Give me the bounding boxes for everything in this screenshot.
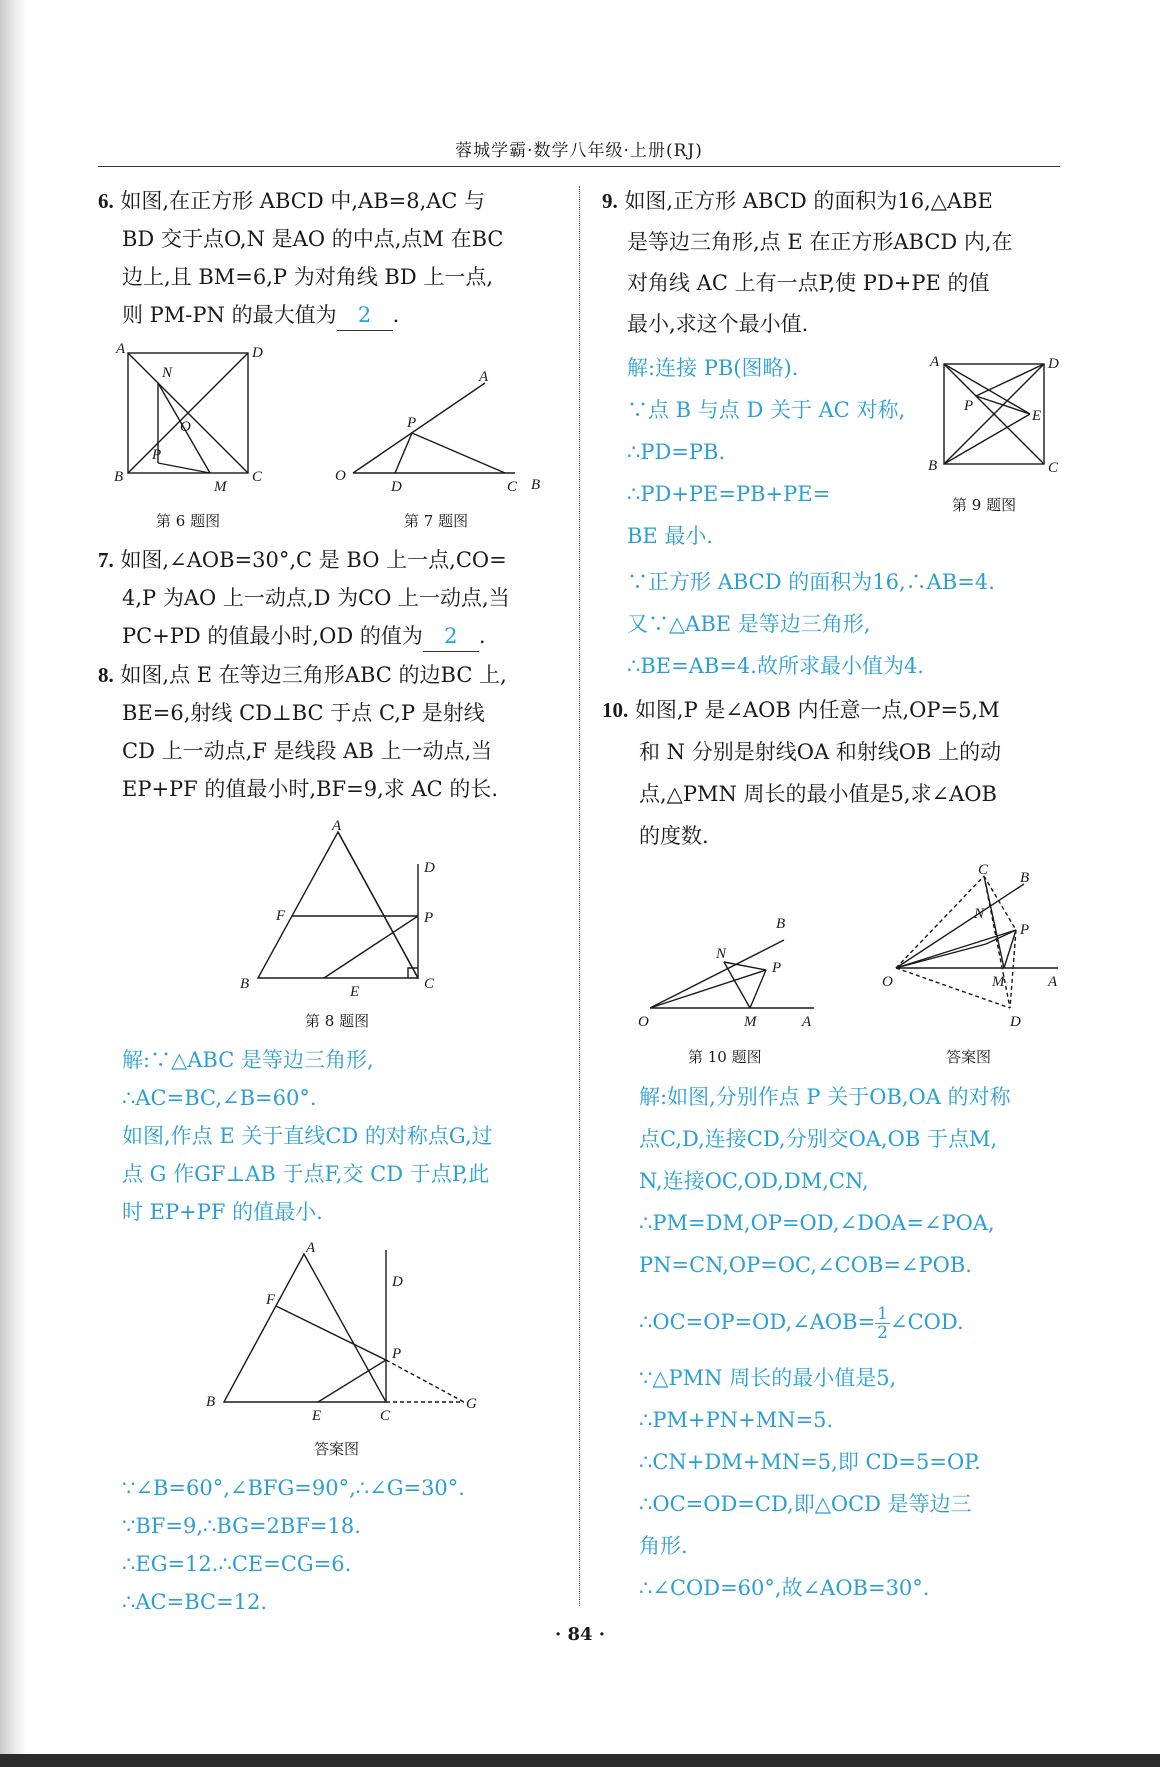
q6-line-1: 6. 如图,在正方形 ABCD 中,AB=8,AC 与 xyxy=(98,189,486,213)
fig9-label-e: E xyxy=(1032,408,1042,424)
sol9-line-6: ∵正方形 ABCD 的面积为16,∴AB=4. xyxy=(627,570,995,594)
figure-10 xyxy=(632,910,822,1030)
ans8-label-e: E xyxy=(312,1408,322,1424)
sol10-line-3: N,连接OC,OD,DM,CN, xyxy=(639,1169,869,1193)
sol9-line-3: ∴PD=PB. xyxy=(627,440,726,464)
q9-line-3: 对角线 AC 上有一点P,使 PD+PE 的值 xyxy=(627,271,990,295)
fig8-label-c: C xyxy=(424,976,435,992)
page-edge-shadow xyxy=(0,0,26,1767)
sol8-line-7: ∵BF=9,∴BG=2BF=18. xyxy=(122,1514,361,1538)
ans10-label-d: D xyxy=(1010,1014,1021,1030)
ans10-label-o: O xyxy=(882,974,893,990)
sol10-line-7: ∵△PMN 周长的最小值是5, xyxy=(639,1366,897,1390)
sol9-line-8: ∴BE=AB=4.故所求最小值为4. xyxy=(627,654,924,678)
fig7-label-p: P xyxy=(407,415,417,431)
ans10-label-n: N xyxy=(974,906,985,922)
q6-line-2: BD 交于点O,N 是AO 的中点,点M 在BC xyxy=(122,227,504,251)
fig8-label-p: P xyxy=(424,910,434,926)
figure-8 xyxy=(240,820,450,1000)
fig9-label-c: C xyxy=(1048,460,1059,476)
q6-line-3: 边上,且 BM=6,P 为对角线 BD 上一点, xyxy=(122,265,494,289)
column-divider xyxy=(579,186,580,1606)
sol10-line-4: ∴PM=DM,OP=OD,∠DOA=∠POA, xyxy=(639,1211,995,1235)
q7-line-3: PC+PD 的值最小时,OD 的值为 2 . xyxy=(122,621,486,652)
fig9-label-d: D xyxy=(1048,356,1059,372)
fig10-label-a: A xyxy=(802,1014,812,1030)
fig7-caption: 第 7 题图 xyxy=(404,512,469,530)
fig6-label-n: N xyxy=(162,365,173,381)
fig8-label-a: A xyxy=(332,818,342,834)
figure-7 xyxy=(335,365,555,495)
sol8-line-5: 时 EP+PF 的值最小. xyxy=(122,1200,323,1224)
ans10-label-b: B xyxy=(1020,870,1030,886)
ans8-label-d: D xyxy=(392,1274,403,1290)
sol10-line-11: 角形. xyxy=(639,1534,688,1558)
sol10-line-8: ∴PM+PN+MN=5. xyxy=(639,1408,834,1432)
page-number: · 84 · xyxy=(554,1624,606,1645)
q6-answer-blank: 2 xyxy=(337,300,393,331)
q9-line-4: 最小,求这个最小值. xyxy=(627,312,809,336)
q7-line-1: 7. 如图,∠AOB=30°,C 是 BO 上一点,CO= xyxy=(98,548,507,572)
q9-line-1: 9. 如图,正方形 ABCD 的面积为16,△ABE xyxy=(602,189,993,213)
sol8-line-8: ∴EG=12.∴CE=CG=6. xyxy=(122,1552,352,1576)
sol9-line-5: BE 最小. xyxy=(627,524,714,548)
fig9-label-p: P xyxy=(964,398,974,414)
fig6-label-o: O xyxy=(180,419,191,435)
sol10-line-2: 点C,D,连接CD,分别交OA,OB 于点M, xyxy=(639,1127,998,1151)
sol10-line-12: ∴∠COD=60°,故∠AOB=30°. xyxy=(639,1576,930,1600)
fig6-label-a: A xyxy=(116,341,126,357)
fig7-label-o: O xyxy=(335,468,346,484)
ans8-label-f2: F xyxy=(266,1292,276,1308)
sol10-fraction-line: ∴OC=OP=OD,∠AOB= $\frac{1}{2}$ ∠COD. xyxy=(639,1304,964,1343)
sol9-line-7: 又∵△ABE 是等边三角形, xyxy=(627,612,871,636)
fig8-label-f: F xyxy=(276,908,286,924)
fig6-caption: 第 6 题图 xyxy=(156,512,221,530)
ans10-label-p: P xyxy=(1020,922,1030,938)
bottom-bar xyxy=(0,1754,1160,1767)
ans10-label-a: A xyxy=(1048,974,1058,990)
sol10-line-1: 解:如图,分别作点 P 关于OB,OA 的对称 xyxy=(639,1085,1011,1109)
fig6-label-d: D xyxy=(252,345,263,361)
q6-line-4: 则 PM-PN 的最大值为 2 . xyxy=(122,300,399,331)
sol8-line-1: 解:∵△ABC 是等边三角形, xyxy=(122,1048,374,1072)
q8-line-1: 8. 如图,点 E 在等边三角形ABC 的边BC 上, xyxy=(98,663,507,687)
fig8-caption: 第 8 题图 xyxy=(305,1012,370,1030)
q8-line-4: EP+PF 的值最小时,BF=9,求 AC 的长. xyxy=(122,777,498,801)
figure-9 xyxy=(922,352,1067,477)
fig6-label-c: C xyxy=(252,469,263,485)
sol10-line-5: PN=CN,OP=OC,∠COB=∠POB. xyxy=(639,1253,972,1277)
sol8-line-3: 如图,作点 E 关于直线CD 的对称点G,过 xyxy=(122,1124,493,1148)
sol9-line-2: ∵点 B 与点 D 关于 AC 对称, xyxy=(627,398,906,422)
q10-line-2: 和 N 分别是射线OA 和射线OB 上的动 xyxy=(639,740,1002,764)
ans10-label-c: C xyxy=(978,862,989,878)
fig9-caption: 第 9 题图 xyxy=(952,496,1017,514)
running-header: 蓉城学霸·数学八年级·上册(RJ) xyxy=(455,141,703,161)
q10-line-3: 点,△PMN 周长的最小值是5,求∠AOB xyxy=(639,782,997,806)
figure-6 xyxy=(110,341,270,495)
fig10-label-o: O xyxy=(638,1014,649,1030)
ans8-label-c: C xyxy=(380,1408,391,1424)
fig9-label-a: A xyxy=(930,354,940,370)
sol10-line-10: ∴OC=OD=CD,即△OCD 是等边三 xyxy=(639,1492,972,1516)
ans8-label-g: G xyxy=(466,1396,477,1412)
fig7-label-a: A xyxy=(479,369,489,385)
fig7-label-b: B xyxy=(531,477,541,493)
ans8-label-p: P xyxy=(392,1346,402,1362)
fig7-label-d: D xyxy=(391,479,402,495)
ans8-label-a: A xyxy=(306,1240,316,1256)
fig8-label-b: B xyxy=(240,976,250,992)
sol9-line-4: ∴PD+PE=PB+PE= xyxy=(627,482,831,506)
fig6-label-p: P xyxy=(152,447,162,463)
q7-line-2: 4,P 为AO 上一动点,D 为CO 上一动点,当 xyxy=(122,586,510,610)
sol8-line-9: ∴AC=BC=12. xyxy=(122,1590,268,1614)
answer-figure-8 xyxy=(200,1240,490,1424)
fig9-label-b: B xyxy=(928,458,938,474)
fig10-label-n: N xyxy=(716,946,727,962)
q10-line-4: 的度数. xyxy=(639,824,709,848)
fig10-label-b: B xyxy=(776,916,786,932)
q9-line-2: 是等边三角形,点 E 在正方形ABCD 内,在 xyxy=(627,230,1013,254)
sol8-line-2: ∴AC=BC,∠B=60°. xyxy=(122,1086,317,1110)
sol9-line-1: 解:连接 PB(图略). xyxy=(627,356,799,380)
ans8-label-b: B xyxy=(206,1394,216,1410)
sol8-line-4: 点 G 作GF⊥AB 于点F,交 CD 于点P,此 xyxy=(122,1162,490,1186)
fig6-label-m: M xyxy=(214,479,227,495)
fig8-label-e: E xyxy=(350,984,360,1000)
ans8-caption: 答案图 xyxy=(314,1440,360,1458)
q7-answer-blank: 2 xyxy=(423,621,479,652)
answer-figure-10 xyxy=(882,862,1067,1030)
sol10-line-9: ∴CN+DM+MN=5,即 CD=5=OP. xyxy=(639,1450,981,1474)
fig10-caption: 第 10 题图 xyxy=(688,1048,762,1066)
ans10-caption: 答案图 xyxy=(946,1048,992,1066)
q10-line-1: 10. 如图,P 是∠AOB 内任意一点,OP=5,M xyxy=(602,698,1000,722)
fig6-label-b: B xyxy=(114,469,124,485)
fig10-label-m: M xyxy=(744,1014,757,1030)
ans10-label-m: M xyxy=(992,974,1005,990)
q8-line-3: CD 上一动点,F 是线段 AB 上一动点,当 xyxy=(122,739,493,763)
fig7-label-c: C xyxy=(507,479,518,495)
header-rule xyxy=(98,166,1060,167)
sol8-line-6: ∵∠B=60°,∠BFG=90°,∴∠G=30°. xyxy=(122,1476,465,1500)
fig10-label-p: P xyxy=(772,960,782,976)
fraction-one-half: $\frac{1}{2}$ xyxy=(877,1304,888,1343)
fig8-label-d: D xyxy=(424,860,435,876)
q8-line-2: BE=6,射线 CD⊥BC 于点 C,P 是射线 xyxy=(122,701,485,725)
